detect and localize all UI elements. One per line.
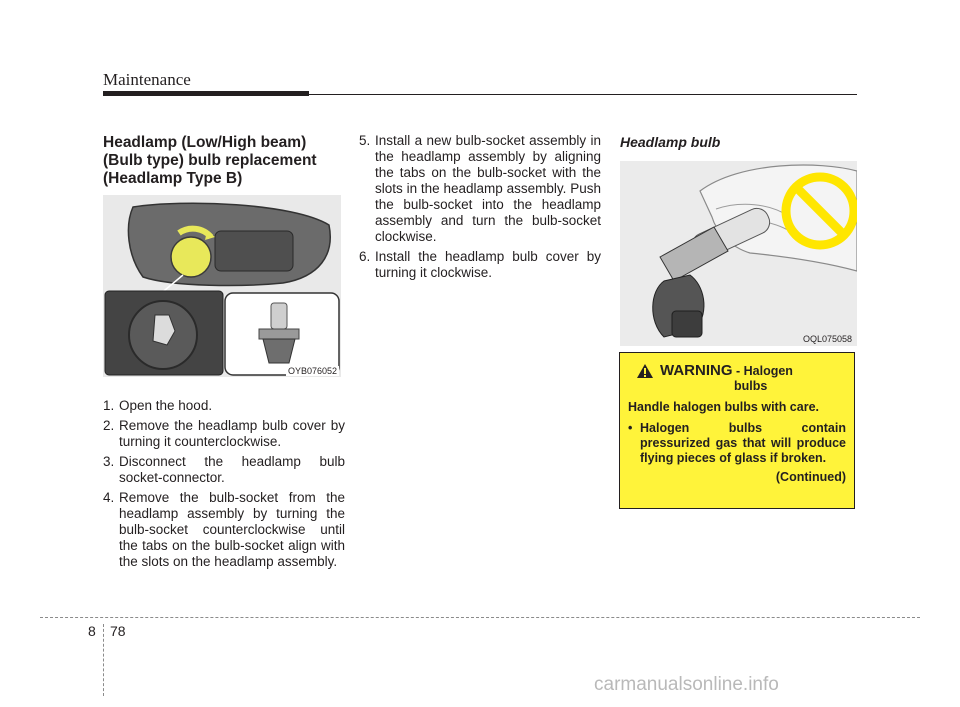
warning-subject-line-1: - Halogen (735, 364, 793, 378)
section-heading-line-3: (Headlamp Type B) (103, 170, 243, 187)
headlamp-assembly-illustration (103, 195, 341, 377)
step-number: 3. (103, 454, 115, 469)
step-item (359, 249, 601, 281)
section-heading-line-2: (Bulb type) bulb replacement (103, 152, 317, 169)
halogen-bulb-figure (620, 161, 857, 346)
steps-list-right (359, 133, 601, 285)
bullet-dot: • (628, 421, 633, 435)
warning-intro: Handle halogen bulbs with care. (628, 400, 820, 414)
steps-list-left (103, 398, 345, 574)
warning-continued: (Continued) (775, 470, 846, 484)
step-number: 2. (103, 418, 115, 433)
footer-divider (103, 624, 104, 696)
chapter-number: 8 (88, 623, 96, 639)
warning-box (619, 352, 855, 509)
page-number: 78 (110, 623, 126, 639)
warning-subject-line-2: bulbs (734, 379, 768, 393)
figure-code-bulb: OQL075058 (803, 334, 853, 344)
section-heading (103, 134, 343, 188)
section-heading-line-1: Headlamp (Low/High beam) (103, 134, 307, 151)
halogen-bulb-illustration (620, 161, 857, 346)
step-item (359, 133, 601, 245)
step-item (103, 454, 345, 486)
step-item (103, 418, 345, 450)
step-text: Install the headlamp bulb cover by turning it clockwise. (375, 249, 601, 280)
warning-word: WARNING (660, 362, 733, 379)
footer-rule (40, 617, 920, 618)
step-text: Disconnect the headlamp bulb socket-connector. (119, 454, 345, 485)
header-title: Maintenance (103, 70, 191, 89)
bulb-section-title: Headlamp bulb (620, 134, 721, 150)
step-number: 4. (103, 490, 115, 505)
warning-header (636, 363, 846, 394)
warning-triangle-icon (636, 363, 654, 379)
step-number: 1. (103, 398, 115, 413)
step-item (103, 398, 345, 414)
header-rule (103, 94, 857, 95)
step-text: Open the hood. (119, 398, 213, 413)
step-text: Remove the bulb-socket from the headlamp assembly by turning the bulb-socket counterclockwise until the tabs on the bulb-socket align with the slots on the headlamp assembly. (119, 490, 345, 569)
step-number: 6. (359, 249, 371, 264)
step-item (103, 490, 345, 570)
step-number: 5. (359, 133, 371, 148)
watermark: carmanualsonline.info (594, 674, 779, 695)
step-text: Remove the headlamp bulb cover by turning it counterclockwise. (119, 418, 345, 449)
figure-code-headlamp: OYB076052 (288, 366, 338, 376)
step-text: Install a new bulb-socket assembly in the headlamp assembly by aligning the tabs on the bulb-socket with the slots in the headlamp assembly. Push the bulb-socket into the headlamp assembly and turn the bulb-socket clockwise. (375, 133, 601, 244)
headlamp-assembly-figure (103, 195, 341, 377)
warning-bullet-text: Halogen bulbs contain pressurized gas that will produce flying pieces of glass if broken. (640, 421, 846, 465)
warning-bullet (628, 421, 846, 466)
